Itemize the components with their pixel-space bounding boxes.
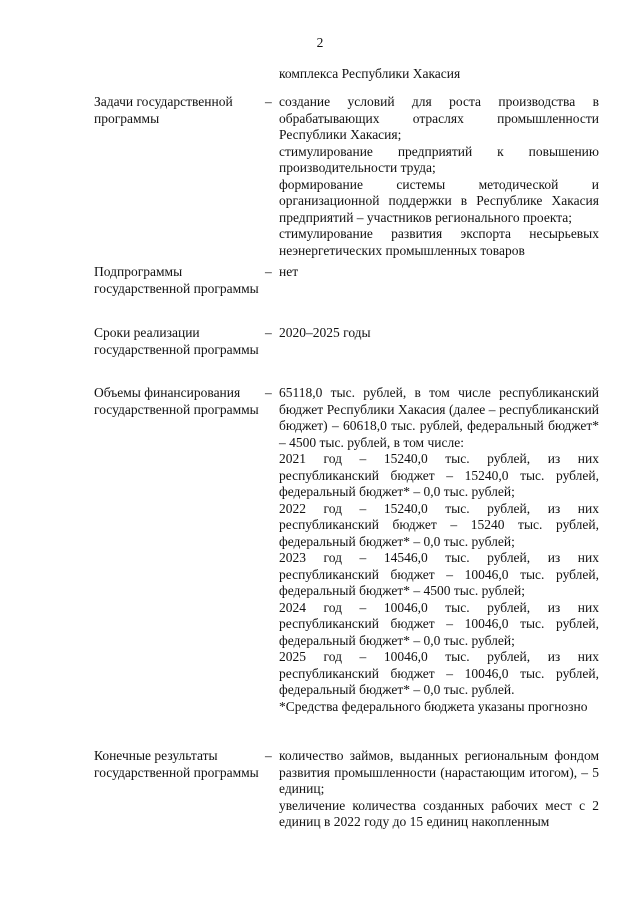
value-paragraph: количество займов, выданных региональным фондом развития промышленности (нарастающим итогом), – 5 единиц; <box>279 748 599 796</box>
value-paragraph: 2023 год – 14546,0 тыс. рублей, из них республиканский бюджет – 10046,0 тыс. рублей, федеральный бюджет* – 4500 тыс. рублей; <box>279 550 599 598</box>
row-dash: – <box>265 748 272 763</box>
value-paragraph: увеличение количества созданных рабочих мест с 2 единиц в 2022 году до 15 единиц накопленным <box>279 797 599 829</box>
row-dash: – <box>265 94 272 109</box>
value-paragraph: стимулирование предприятий к повышению производительности труда; <box>279 143 599 175</box>
row-dash: – <box>265 385 272 400</box>
value-paragraph: *Средства федерального бюджета указаны прогнозно <box>279 698 588 714</box>
value-paragraph: 2024 год – 10046,0 тыс. рублей, из них республиканский бюджет – 10046,0 тыс. рублей, федеральный бюджет* – 0,0 тыс. рублей; <box>279 599 599 648</box>
row-label: Задачи государственной программы <box>94 94 233 126</box>
row-label: Конечные результаты государственной программы <box>94 748 259 780</box>
row-label: Объемы финансирования государственной программы <box>94 385 259 417</box>
row-label: Подпрограммы государственной программы <box>94 264 259 296</box>
value-paragraph: 2021 год – 15240,0 тыс. рублей, из них республиканский бюджет – 15240,0 тыс. рублей, федеральный бюджет* – 0,0 тыс. рублей; <box>279 451 599 499</box>
value-paragraph: формирование системы методической и организационной поддержки в Республике Хакасия предприятий – участников регионального проекта; <box>279 176 599 225</box>
value-paragraph: 2020–2025 годы <box>279 325 371 340</box>
row-dash: – <box>265 264 272 279</box>
row-value <box>279 264 599 281</box>
value-paragraph: создание условий для роста производства в обрабатывающих отраслях промышленности Республики Хакасия; <box>279 94 599 142</box>
row-value <box>279 325 599 342</box>
row-label: Сроки реализации государственной программы <box>94 325 259 357</box>
page-number: 2 <box>316 35 324 50</box>
value-paragraph: стимулирование развития экспорта несырьевых неэнергетических промышленных товаров <box>279 226 599 258</box>
value-paragraph: нет <box>279 264 299 279</box>
row-value <box>279 748 599 831</box>
row-value <box>279 94 599 259</box>
value-paragraph: 2025 год – 10046,0 тыс. рублей, из них республиканский бюджет – 10046,0 тыс. рублей, федеральный бюджет* – 0,0 тыс. рублей. <box>279 649 599 697</box>
row-value <box>279 385 599 715</box>
row-dash: – <box>265 325 272 340</box>
value-paragraph: 65118,0 тыс. рублей, в том числе республиканский бюджет Республики Хакасия (далее – республиканский бюджет) – 60618,0 тыс. рублей, федеральный бюджет* – 4500 тыс. рублей, в том числе: <box>279 385 599 450</box>
continuation-text: комплекса Республики Хакасия <box>279 66 461 81</box>
value-paragraph: 2022 год – 15240,0 тыс. рублей, из них республиканский бюджет – 15240 тыс. рублей, федеральный бюджет* – 0,0 тыс. рублей; <box>279 500 599 549</box>
